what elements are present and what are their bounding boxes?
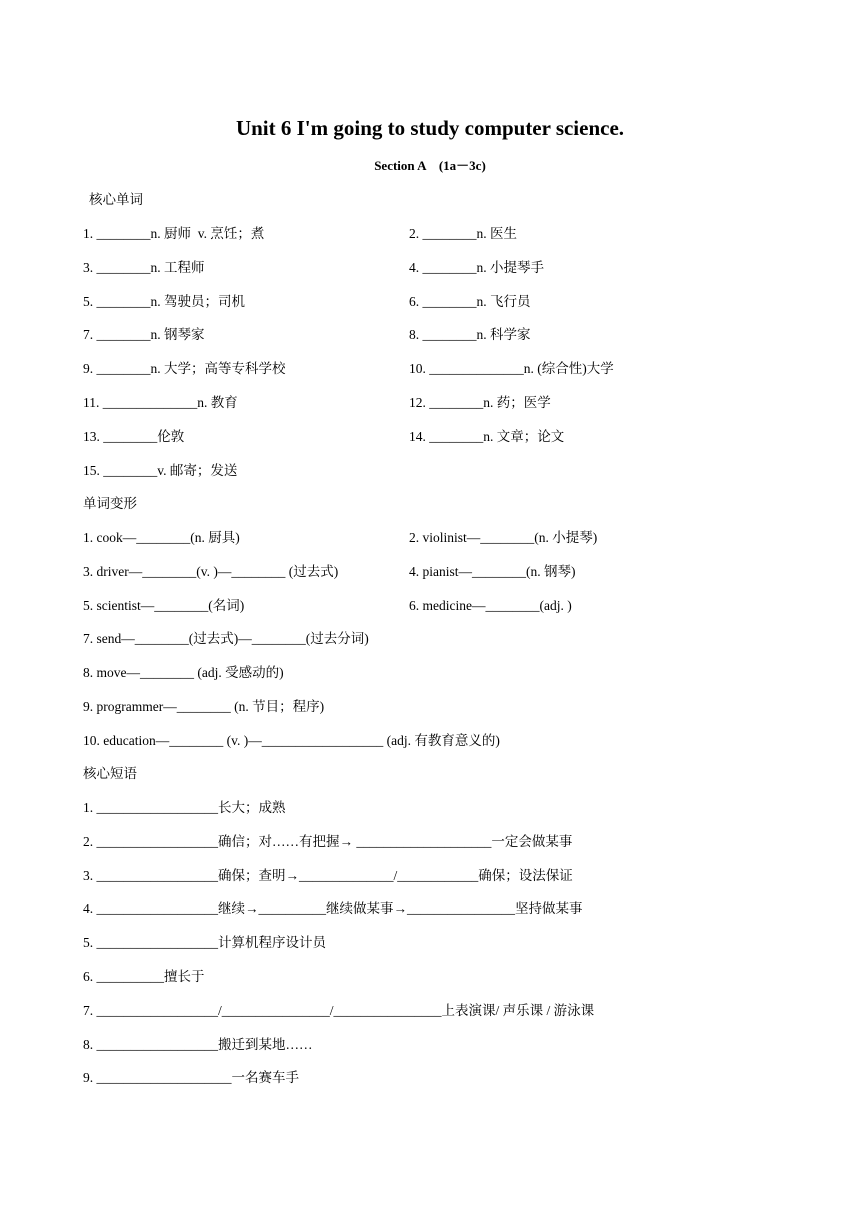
- list-item: [0, 392, 860, 414]
- left-entry: [83, 662, 284, 684]
- entry-text: 5. scientist—________(名词): [83, 597, 245, 613]
- left-entry: [83, 324, 205, 346]
- right-entry: [409, 223, 517, 245]
- entry-text: 3. __________________确保；查明→______________/____________确保；设法保证: [83, 867, 573, 883]
- entry-text: 2. __________________确信；对……有把握→ ____________________一定会做某事: [83, 833, 573, 849]
- entry-text: 12. ________n. 药；医学: [409, 395, 551, 410]
- list-item: [0, 527, 860, 549]
- entry-text: 4. ________n. 小提琴手: [409, 259, 544, 275]
- entry-text: 8. ________n. 科学家: [409, 327, 531, 343]
- list-item: [0, 865, 860, 887]
- entry-text: 9. ____________________一名赛车手: [83, 1070, 299, 1086]
- list-item: [0, 460, 860, 482]
- entry-text: 4. pianist—________(n. 钢琴): [409, 563, 576, 579]
- right-entry: [409, 257, 544, 279]
- left-entry: [83, 730, 500, 752]
- entry-text: 1. cook—________(n. 厨具): [83, 530, 240, 545]
- right-entry: [409, 392, 551, 414]
- right-entry: [409, 426, 564, 448]
- right-entry: [409, 324, 531, 346]
- entry-text: 6. __________擅长于: [83, 969, 205, 984]
- left-entry: [83, 291, 245, 313]
- entry-text: 5. __________________计算机程序设计员: [83, 935, 326, 951]
- phrase-entry: [83, 932, 326, 954]
- right-entry: [409, 561, 576, 583]
- entry-text: 14. ________n. 文章；论文: [409, 428, 565, 444]
- entry-text: 7. send—________(过去式)—________(过去分词): [83, 631, 369, 647]
- entry-text: 1. __________________长大；成熟: [83, 800, 286, 815]
- entry-text: 15. ________v. 邮寄；发送: [83, 462, 238, 478]
- entry-text: 13. ________伦敦: [83, 428, 185, 444]
- list-item: [0, 966, 860, 988]
- left-entry: [83, 223, 264, 245]
- phrase-entry: [83, 1000, 594, 1022]
- left-entry: [83, 561, 338, 583]
- list-item: [0, 257, 860, 279]
- list-item: [0, 831, 860, 853]
- entry-text: 2. ________n. 医生: [409, 226, 517, 241]
- list-item: [0, 1000, 860, 1022]
- right-entry: [409, 527, 597, 549]
- phrase-entry: [83, 865, 573, 887]
- list-item: [0, 1034, 860, 1056]
- left-entry: [83, 595, 244, 617]
- list-item: [0, 358, 860, 380]
- entry-text: 7. ________n. 钢琴家: [83, 327, 205, 343]
- list-item: [0, 628, 860, 650]
- entry-text: 9. programmer—________ (n. 节目；程序): [83, 699, 325, 714]
- left-entry: [83, 426, 184, 448]
- list-item: [0, 324, 860, 346]
- right-entry: [409, 358, 614, 380]
- list-item: [0, 932, 860, 954]
- entry-text: 2. violinist—________(n. 小提琴): [409, 530, 598, 545]
- heading-core-phrases: 核心短语: [83, 766, 137, 782]
- entry-text: 7. __________________/________________/________________上表演课/ 声乐课 / 游泳课: [83, 1002, 595, 1018]
- entry-text: 1. ________n. 厨师 v. 烹饪；煮: [83, 226, 265, 241]
- phrase-entry: [83, 966, 205, 988]
- list-item: [0, 696, 860, 718]
- entry-text: 10. education—________ (v. )—__________________ (adj. 有教育意义的): [83, 732, 500, 748]
- phrase-entry: [83, 831, 572, 853]
- section-subtitle: Section A (1a－3c): [374, 158, 486, 173]
- phrase-entry: [83, 898, 583, 920]
- left-entry: [83, 628, 369, 650]
- entry-text: 3. ________n. 工程师: [83, 259, 205, 275]
- list-item: [0, 1067, 860, 1089]
- left-entry: [83, 392, 238, 414]
- entry-text: 5. ________n. 驾驶员；司机: [83, 293, 245, 309]
- list-item: [0, 595, 860, 617]
- entry-text: 4. __________________继续→__________继续做某事→________________坚持做某事: [83, 901, 583, 917]
- left-entry: [83, 460, 237, 482]
- left-entry: [83, 358, 286, 380]
- list-item: [0, 797, 860, 819]
- entry-text: 3. driver—________(v. )—________ (过去式): [83, 563, 339, 579]
- entry-text: 10. ______________n. (综合性)大学: [409, 361, 614, 377]
- entry-text: 6. medicine—________(adj. ): [409, 597, 572, 613]
- list-item: [0, 898, 860, 920]
- entry-text: 8. __________________搬迁到某地……: [83, 1036, 313, 1052]
- page-title: Unit 6 I'm going to study computer science.: [235, 116, 625, 140]
- phrase-entry: [83, 797, 286, 819]
- right-entry: [409, 291, 531, 313]
- list-item: [0, 223, 860, 245]
- list-item: [0, 291, 860, 313]
- left-entry: [83, 696, 324, 718]
- right-entry: [409, 595, 572, 617]
- left-entry: [83, 257, 205, 279]
- entry-text: 11. ______________n. 教育: [83, 395, 238, 410]
- heading-core-words: 核心单词: [89, 192, 143, 208]
- entry-text: 6. ________n. 飞行员: [409, 293, 531, 309]
- left-entry: [83, 527, 240, 549]
- list-item: [0, 561, 860, 583]
- list-item: [0, 426, 860, 448]
- list-item: [0, 730, 860, 752]
- phrase-entry: [83, 1034, 313, 1056]
- entry-text: 8. move—________ (adj. 受感动的): [83, 665, 284, 681]
- heading-word-forms: 单词变形: [83, 496, 137, 512]
- list-item: [0, 662, 860, 684]
- entry-text: 9. ________n. 大学；高等专科学校: [83, 361, 286, 377]
- phrase-entry: [83, 1067, 299, 1089]
